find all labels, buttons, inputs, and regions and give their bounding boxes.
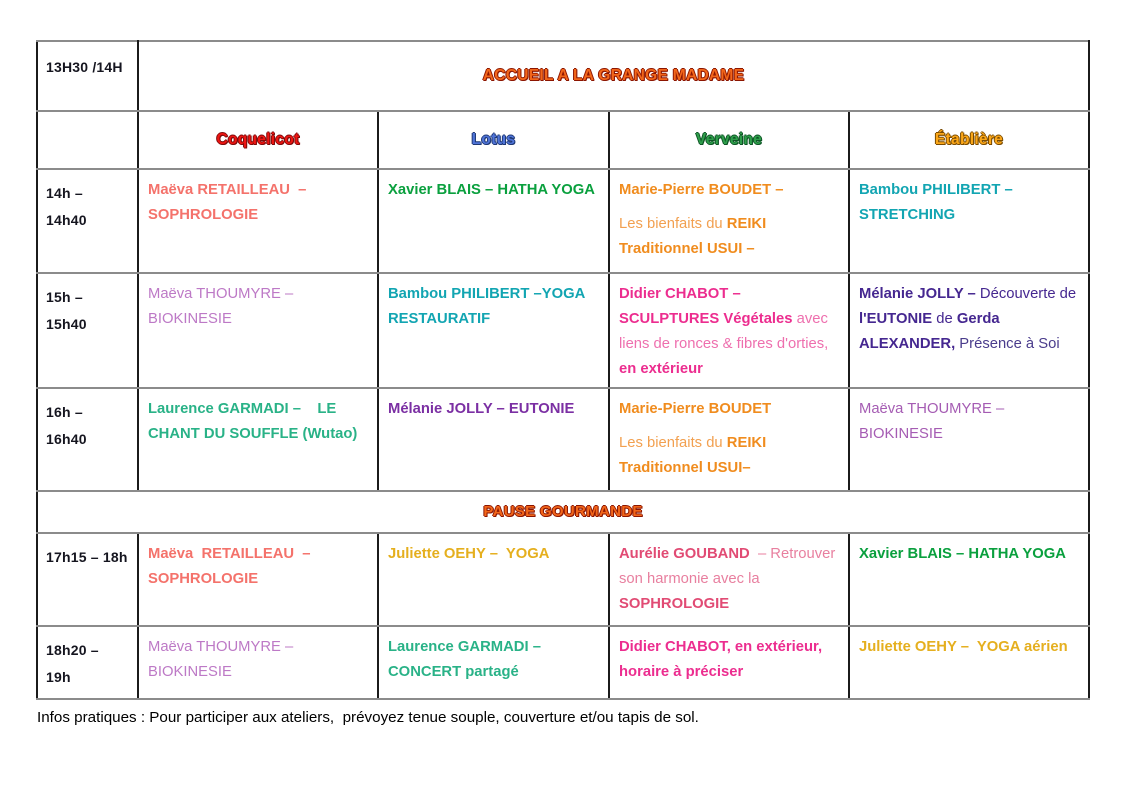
event-text: Gerda ALEXANDER, bbox=[859, 311, 1004, 353]
event-paragraph bbox=[619, 282, 844, 383]
event-text: Aurélie GOUBAND bbox=[619, 545, 754, 562]
event-paragraph bbox=[859, 397, 1084, 447]
event-text: Maëva THOUMYRE – BIOKINESIE bbox=[148, 638, 298, 680]
column-header-coquelicot bbox=[138, 111, 378, 169]
table-row bbox=[37, 533, 1089, 626]
table-row bbox=[37, 626, 1089, 699]
event-cell bbox=[849, 533, 1089, 626]
event-cell bbox=[378, 626, 609, 699]
pause-label: PAUSE GOURMANDE bbox=[483, 503, 643, 521]
event-paragraph bbox=[859, 178, 1084, 228]
column-header-label: Verveine bbox=[695, 131, 763, 148]
event-text: SOPHROLOGIE bbox=[619, 595, 730, 612]
event-cell bbox=[609, 626, 849, 699]
event-cell bbox=[849, 169, 1089, 273]
event-text: REIKI Traditionnel USUI– bbox=[619, 434, 771, 476]
title-row bbox=[37, 41, 1089, 111]
event-cell bbox=[138, 273, 378, 388]
event-paragraph bbox=[619, 431, 844, 481]
event-paragraph bbox=[859, 282, 1084, 357]
event-text: Juliette OEHY – YOGA bbox=[388, 545, 550, 562]
event-text: Présence à Soi bbox=[955, 336, 1060, 353]
event-text: en extérieur bbox=[619, 361, 703, 378]
time-slot-line: 14h – bbox=[46, 185, 83, 201]
event-cell bbox=[138, 533, 378, 626]
event-cell bbox=[609, 533, 849, 626]
event-paragraph bbox=[148, 178, 373, 228]
schedule-table bbox=[36, 40, 1090, 700]
table-row bbox=[37, 169, 1089, 273]
pause-row bbox=[37, 491, 1089, 533]
event-text: Mélanie JOLLY – EUTONIE bbox=[388, 400, 575, 417]
column-header-verveine bbox=[609, 111, 849, 169]
column-header-row bbox=[37, 111, 1089, 169]
event-cell bbox=[378, 533, 609, 626]
event-text: Bambou PHILIBERT –YOGA RESTAURATIF bbox=[388, 286, 589, 328]
event-cell bbox=[378, 388, 609, 491]
time-slot-line: 14h40 bbox=[46, 212, 87, 229]
table-row bbox=[37, 388, 1089, 491]
time-slot bbox=[37, 388, 138, 491]
event-paragraph bbox=[388, 542, 604, 567]
table-row bbox=[37, 273, 1089, 388]
time-slot bbox=[37, 533, 138, 626]
event-cell bbox=[378, 169, 609, 273]
time-slot bbox=[37, 273, 138, 388]
time-slot-line: 15h – bbox=[46, 289, 83, 305]
time-slot-line: 16h40 bbox=[46, 430, 87, 447]
event-paragraph bbox=[859, 635, 1084, 660]
event-paragraph bbox=[388, 635, 604, 685]
event-paragraph bbox=[148, 542, 373, 592]
event-paragraph bbox=[859, 542, 1084, 567]
column-header-etabliere bbox=[849, 111, 1089, 169]
page-title-cell bbox=[138, 41, 1089, 111]
pause-banner bbox=[37, 491, 1089, 533]
time-slot-line: 15h40 bbox=[46, 316, 87, 333]
event-cell bbox=[609, 273, 849, 388]
column-header-label: Établière bbox=[934, 131, 1004, 148]
event-paragraph bbox=[619, 178, 844, 203]
event-text: Marie-Pierre BOUDET – bbox=[619, 182, 788, 198]
event-paragraph bbox=[388, 178, 604, 203]
event-text: Laurence GARMADI – CONCERT partagé bbox=[388, 638, 546, 680]
column-header-label: Lotus bbox=[471, 131, 516, 148]
header-time-slot: 13H30 /14H bbox=[37, 41, 138, 111]
event-paragraph bbox=[619, 542, 844, 617]
event-text: de bbox=[932, 311, 957, 328]
event-text: Mélanie JOLLY – bbox=[859, 286, 980, 302]
event-cell bbox=[849, 273, 1089, 388]
event-cell bbox=[138, 169, 378, 273]
event-cell bbox=[849, 388, 1089, 491]
event-text: – Retrouver son harmonie avec la bbox=[619, 545, 840, 587]
corner-empty-cell bbox=[37, 111, 138, 169]
event-text: Les bienfaits du bbox=[619, 216, 727, 233]
event-text: Didier CHABOT, en extérieur, horaire à préciser bbox=[619, 638, 827, 680]
event-text: Maëva RETAILLEAU – SOPHROLOGIE bbox=[148, 545, 315, 587]
event-text: Maëva THOUMYRE – BIOKINESIE bbox=[148, 286, 298, 328]
event-text: avec liens de ronces & fibres d'orties, bbox=[619, 311, 837, 353]
time-slot bbox=[37, 626, 138, 699]
event-paragraph bbox=[148, 635, 373, 685]
event-text: Laurence GARMADI – LE CHANT DU SOUFFLE (Wutao) bbox=[148, 400, 358, 442]
event-text: Maëva RETAILLEAU – SOPHROLOGIE bbox=[148, 182, 311, 224]
time-slot-line: 16h – bbox=[46, 403, 83, 420]
event-cell bbox=[138, 388, 378, 491]
page-title: ACCUEIL A LA GRANGE MADAME bbox=[482, 67, 745, 84]
event-paragraph bbox=[619, 397, 844, 422]
time-slot-line: 18h20 – bbox=[46, 641, 99, 658]
event-text: Les bienfaits du bbox=[619, 434, 727, 451]
event-text: Juliette OEHY – YOGA aérien bbox=[859, 638, 1068, 655]
event-paragraph bbox=[148, 397, 373, 447]
time-slot-line: 19h bbox=[46, 668, 71, 685]
event-cell bbox=[138, 626, 378, 699]
event-text: Xavier BLAIS – HATHA YOGA bbox=[859, 545, 1066, 562]
column-header-label: Coquelicot bbox=[216, 131, 300, 148]
event-text: Découverte de bbox=[979, 286, 1081, 302]
column-header-lotus bbox=[378, 111, 609, 169]
event-text: Marie-Pierre BOUDET bbox=[619, 400, 776, 417]
event-text: REIKI Traditionnel USUI – bbox=[619, 216, 771, 258]
event-paragraph bbox=[148, 282, 373, 332]
time-slot-line: 17h15 – 18h bbox=[46, 548, 128, 565]
event-text: Xavier BLAIS – HATHA YOGA bbox=[388, 182, 595, 198]
event-paragraph bbox=[619, 212, 844, 262]
event-cell bbox=[609, 169, 849, 273]
event-cell bbox=[378, 273, 609, 388]
event-text: Maëva THOUMYRE – BIOKINESIE bbox=[859, 400, 1009, 442]
event-paragraph bbox=[388, 397, 604, 422]
event-paragraph bbox=[619, 635, 844, 685]
footer-note: Infos pratiques : Pour participer aux ateliers, prévoyez tenue souple, couverture et/ou tapis de sol. bbox=[37, 708, 699, 726]
event-paragraph bbox=[388, 282, 604, 332]
event-cell bbox=[849, 626, 1089, 699]
event-cell bbox=[609, 388, 849, 491]
event-text: l'EUTONIE bbox=[859, 311, 933, 328]
event-text: Didier CHABOT – SCULPTURES Végétales bbox=[619, 286, 793, 328]
time-slot bbox=[37, 169, 138, 273]
event-text: Bambou PHILIBERT – STRETCHING bbox=[859, 182, 1017, 224]
